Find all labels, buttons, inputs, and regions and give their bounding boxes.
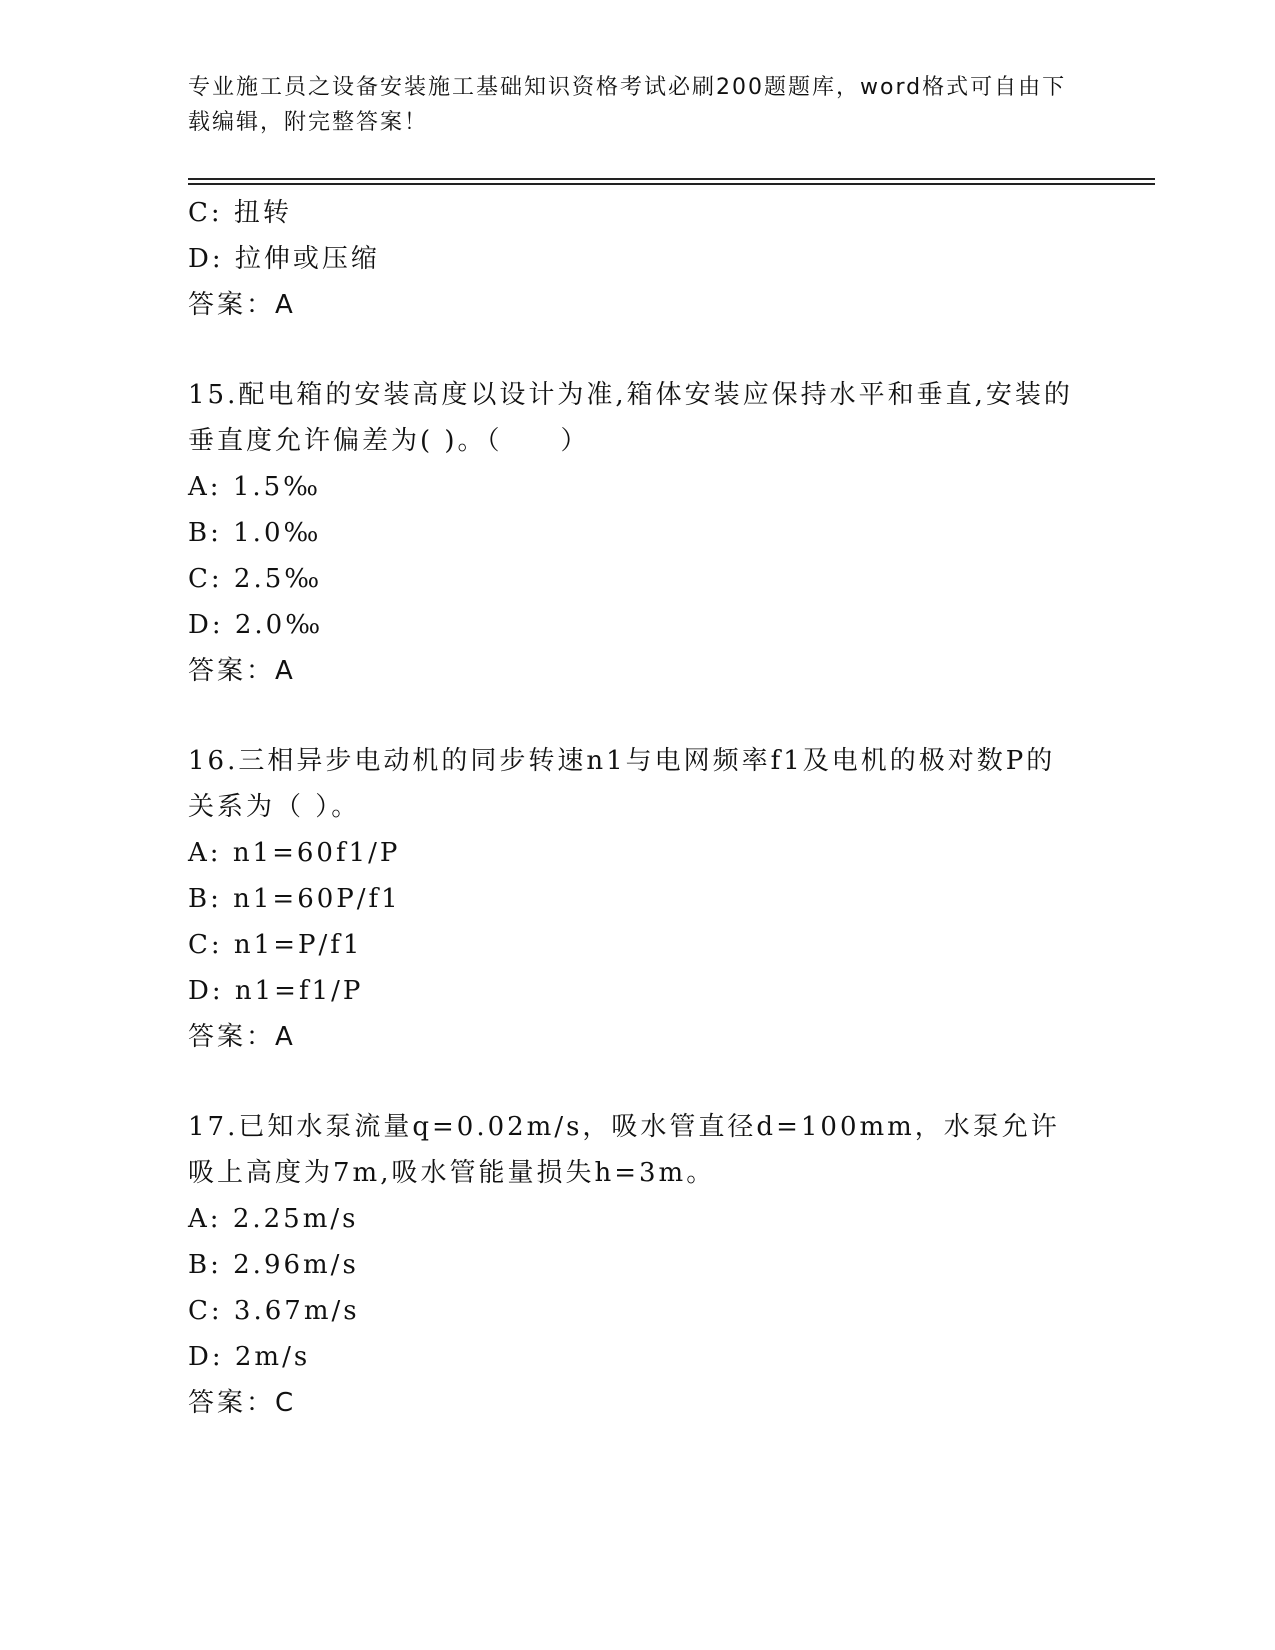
option-label: C:	[188, 198, 223, 228]
option-label: A:	[188, 838, 222, 868]
option-label: C:	[188, 564, 223, 594]
option-label: D:	[188, 610, 224, 640]
option-b	[188, 876, 1088, 922]
question-17	[188, 1104, 1088, 1426]
option-text: 1.0‰	[233, 518, 322, 548]
option-text: n1=60P/f1	[233, 884, 401, 914]
option-label: D:	[188, 1342, 224, 1372]
question-text: 16.三相异步电动机的同步转速n1与电网频率f1及电机的极对数P的关系为（ ）。	[188, 746, 1056, 822]
option-b	[188, 1242, 1088, 1288]
option-text: 1.5‰	[232, 472, 322, 502]
option-b	[188, 510, 1088, 556]
answer-line: 答案：C	[188, 1388, 297, 1418]
option-label: A:	[188, 472, 222, 502]
option-c	[188, 190, 1088, 236]
option-a	[188, 1196, 1088, 1242]
question-text: 17.已知水泵流量q=0.02m/s，吸水管直径d=100mm，水泵允许吸上高度为7m,吸水管能量损失h=3m。	[188, 1112, 1060, 1188]
answer-line: 答案：A	[188, 656, 296, 686]
option-text: 扭转	[233, 198, 292, 228]
continued-question	[188, 190, 1088, 328]
option-text: n1=f1/P	[234, 976, 364, 1006]
answer-line: 答案：A	[188, 1022, 296, 1052]
option-label: C:	[188, 1296, 223, 1326]
option-d	[188, 1334, 1088, 1380]
option-d	[188, 602, 1088, 648]
option-label: C:	[188, 930, 223, 960]
option-label: D:	[188, 976, 224, 1006]
question-15	[188, 372, 1088, 694]
option-label: B:	[188, 884, 222, 914]
option-text: 2m/s	[234, 1342, 311, 1372]
option-text: 2.25m/s	[232, 1204, 359, 1234]
option-d	[188, 968, 1088, 1014]
option-text: 2.0‰	[234, 610, 324, 640]
option-label: B:	[188, 1250, 222, 1280]
option-label: A:	[188, 1204, 222, 1234]
option-text: 拉伸或压缩	[234, 244, 380, 274]
option-a	[188, 830, 1088, 876]
document-header: 专业施工员之设备安装施工基础知识资格考试必刷200题题库，word格式可自由下载编辑，附完整答案！	[188, 75, 1067, 135]
option-text: 3.67m/s	[233, 1296, 360, 1326]
option-text: 2.96m/s	[233, 1250, 359, 1280]
option-label: B:	[188, 518, 222, 548]
header-divider-bottom	[188, 183, 1155, 185]
option-text: n1=P/f1	[233, 930, 363, 960]
option-label: D:	[188, 244, 224, 274]
option-c	[188, 1288, 1088, 1334]
question-text: 15.配电箱的安装高度以设计为准,箱体安装应保持水平和垂直,安装的垂直度允许偏差为( )。（ ）	[188, 380, 1073, 456]
question-16	[188, 738, 1088, 1060]
option-d	[188, 236, 1088, 282]
question-content	[188, 190, 1088, 1426]
option-a	[188, 464, 1088, 510]
option-text: 2.5‰	[233, 564, 323, 594]
option-c	[188, 556, 1088, 602]
option-text: n1=60f1/P	[232, 838, 401, 868]
answer-line: 答案：A	[188, 290, 296, 320]
header-divider-top	[188, 178, 1155, 180]
option-c	[188, 922, 1088, 968]
